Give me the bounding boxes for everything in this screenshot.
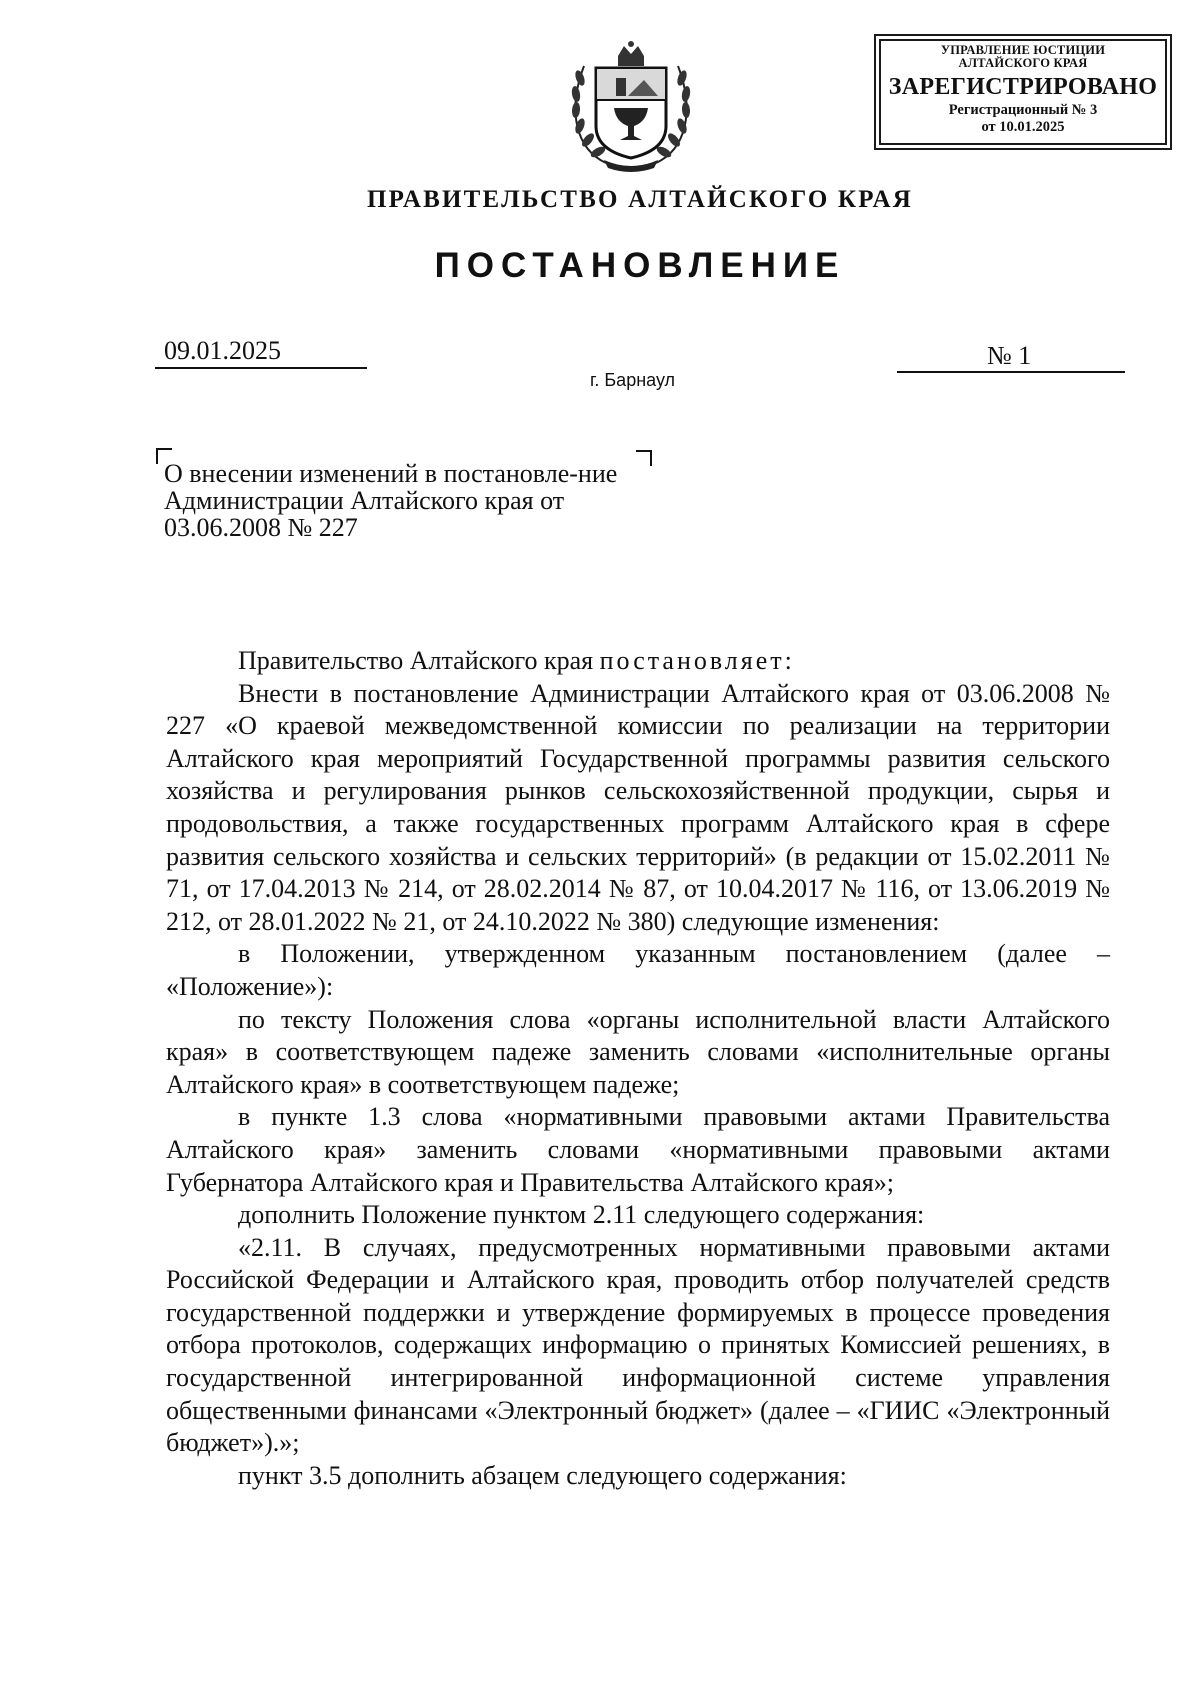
- government-title: ПРАВИТЕЛЬСТВО АЛТАЙСКОГО КРАЯ: [366, 186, 914, 213]
- intro-paragraph: [166, 645, 1110, 678]
- stamp-status: ЗАРЕГИСТРИРОВАНО: [888, 74, 1158, 100]
- stamp-org-line1: УПРАВЛЕНИЕ ЮСТИЦИИ: [940, 43, 1106, 57]
- body-paragraph: пункт 3.5 дополнить абзацем следующего содержания:: [238, 1460, 847, 1490]
- stamp-reg-number: Регистрационный № 3: [948, 102, 1098, 118]
- coat-of-arms-emblem: [566, 38, 696, 173]
- stamp-org-line2: АЛТАЙСКОГО КРАЯ: [958, 56, 1088, 70]
- body-paragraph: дополнить Положение пунктом 2.11 следующего содержания:: [238, 1200, 925, 1230]
- intro-verb: постановляет:: [599, 646, 795, 675]
- body-paragraph: в Положении, утвержденном указанным постановлением (далее – «Положение»):: [166, 939, 1110, 1001]
- registration-stamp: [874, 34, 1172, 150]
- document-date: 09.01.2025: [164, 336, 281, 365]
- date-underline: [155, 367, 367, 369]
- stamp-reg-date: от 10.01.2025: [981, 118, 1065, 135]
- document-number: № 1: [987, 341, 1032, 370]
- body-paragraph: Внести в постановление Администрации Алтайского края от 03.06.2008 № 227 «О краевой межведомственной комиссии по реализации на территории Алтайского края мероприятий Государственной программы развития сельского хозяйства и регулирования рынков сельскохозяйственной продукции, сырья и продовольствия, а также государственных программ Алтайского края в сфере развития сельского хозяйства и сельских территорий» (в редакции от 15.02.2011 № 71, от 17.04.2013 № 214, от 28.02.2014 № 87, от 10.04.2017 № 116, от 13.06.2019 № 212, от 28.01.2022 № 21, от 24.10.2022 № 380) следующие изменения:: [166, 678, 1110, 936]
- number-underline: [897, 371, 1125, 373]
- body-paragraph: по тексту Положения слова «органы исполнительной власти Алтайского края» в соответствующем падеже заменить словами «исполнительные органы Алтайского края» в соответствующем падеже;: [166, 1004, 1110, 1099]
- document-city: г. Барнаул: [590, 370, 676, 390]
- document-body: [166, 645, 1110, 1492]
- document-subject: О внесении изменений в постановле-ние Администрации Алтайского края от 03.06.2008 № 227: [164, 459, 618, 542]
- body-paragraph: «2.11. В случаях, предусмотренных нормативными правовыми актами Российской Федерации и Алтайского края, проводить отбор получателей средств государственной поддержки и утверждение формируемых в процессе проведения отбора протоколов, содержащих информацию о принятых Комиссией решениях, в государственной интегрированной информационной системе управления общественными финансами «Электронный бюджет» (далее – «ГИИС «Электронный бюджет»).»;: [166, 1232, 1110, 1458]
- registration-stamp-inner: [879, 39, 1167, 145]
- intro-lead: Правительство Алтайского края: [238, 646, 600, 675]
- body-paragraph: в пункте 1.3 слова «нормативными правовыми актами Правительства Алтайского края» заменить словами «нормативными правовыми актами Губернатора Алтайского края и Правительства Алтайского края»;: [166, 1102, 1110, 1197]
- document-type-title: ПОСТАНОВЛЕНИЕ: [434, 246, 846, 285]
